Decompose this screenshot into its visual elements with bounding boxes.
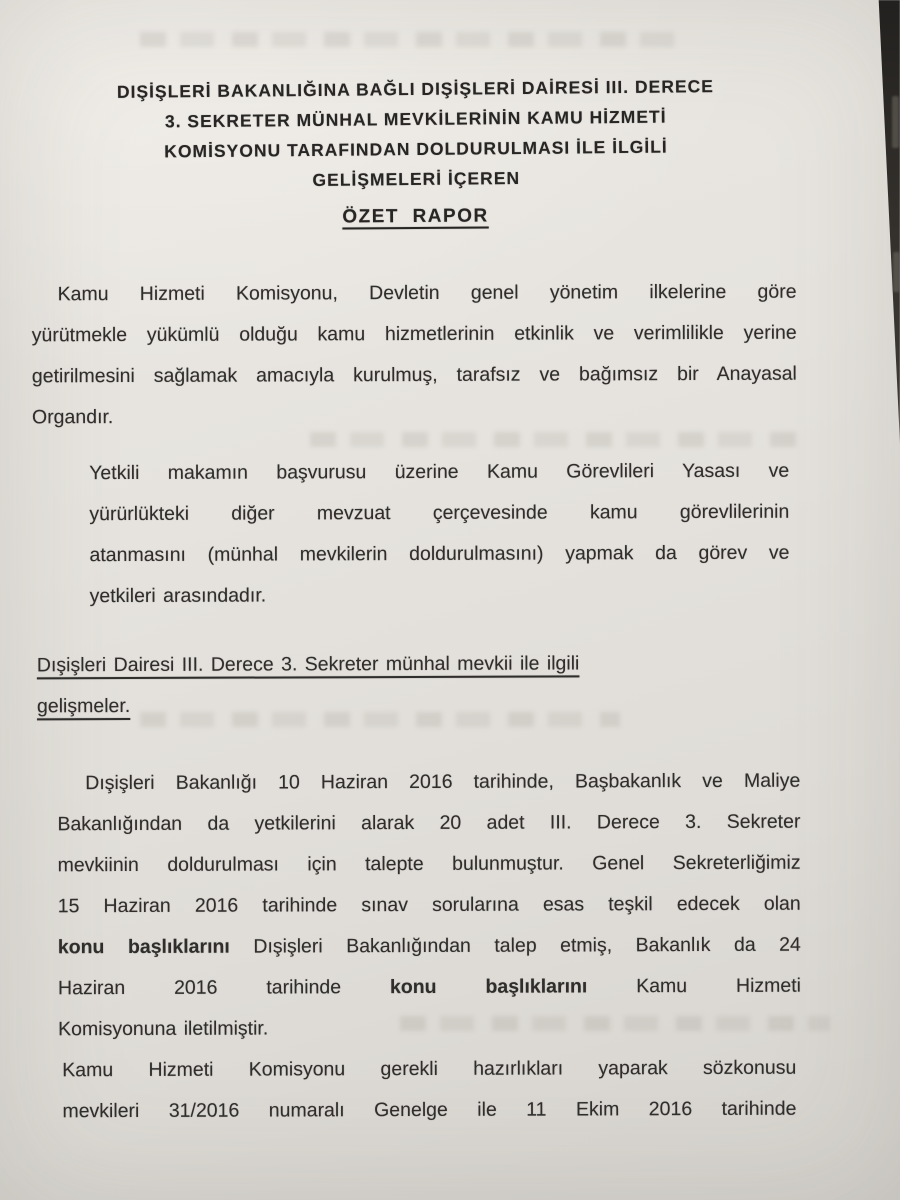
text-line: yürütmekle yükümlü olduğu kamu hizmetlerinin etkinlik ve verimlilikle yerine: [31, 321, 797, 347]
text-line: Kamu Hizmeti Komisyonu gerekli hazırlıkları yaparak sözkonusu: [62, 1056, 797, 1082]
section-heading: [37, 643, 798, 728]
text-line: yürürlükteki diğer mevzuat çerçevesinde kamu görevlilerinin: [89, 500, 790, 526]
report-subtitle-row: [33, 203, 798, 230]
paper-edge-highlight: [893, 252, 900, 292]
document-body: [32, 272, 800, 1133]
bold-text-segment: konu başlıklarını: [57, 935, 230, 959]
bold-text-segment: konu başlıklarını: [389, 975, 588, 999]
text-line: 15 Haziran 2016 tarihinde sınav sorularına esas teşkil edecek olan: [57, 892, 801, 918]
report-subtitle: ÖZET RAPOR: [342, 205, 489, 228]
text-line: getirilmesini sağlamak amacıyla kurulmuş, tarafsız ve bağımsız bir Anayasal: [31, 362, 797, 388]
paragraph-commission-intro: [32, 272, 798, 439]
paragraph-commission-duties: [89, 451, 790, 617]
title-line: GELİŞMELERİ İÇEREN: [312, 168, 521, 190]
text-line: Organdır.: [31, 406, 114, 429]
document-title: [32, 0, 799, 198]
text-line: atanmasını (münhal mevkilerin doldurulmasını) yapmak da görev ve: [89, 541, 790, 567]
photo-background-edge: [874, 0, 900, 472]
text-segment: Dışişleri Bakanlığından talep etmiş, Bakanlık da 24: [253, 933, 801, 958]
title-line: DIŞİŞLERİ BAKANLIĞINA BAĞLI DIŞİŞLERİ DAİRESİ III. DERECE: [116, 76, 714, 102]
text-segment: Kamu Hizmeti: [636, 974, 802, 998]
text-line: [58, 925, 801, 969]
text-line: Kamu Hizmeti Komisyonu, Devletin genel yönetim ilkelerine göre: [57, 280, 797, 306]
title-line: KOMİSYONU TARAFINDAN DOLDURULMASI İLE İLGİLİ: [164, 136, 668, 162]
title-line: 3. SEKRETER MÜNHAL MEVKİLERİNİN KAMU HİZMETİ: [164, 106, 667, 132]
document-content: [31, 0, 802, 1131]
text-line: Bakanlığından da yetkilerini alarak 20 adet III. Derece 3. Sekreter: [57, 810, 801, 836]
heading-line: Dışişleri Dairesi III. Derece 3. Sekreter münhal mevkii ile ilgili: [36, 652, 580, 677]
text-segment: Haziran 2016 tarihinde: [57, 976, 342, 1000]
text-line: Yetkili makamın başvurusu üzerine Kamu Görevlileri Yasası ve: [89, 459, 790, 485]
text-line: mevkiinin doldurulması için talepte bulunmuştur. Genel Sekreterliğimiz: [57, 851, 801, 877]
text-line: Komisyonuna iletilmiştir.: [58, 1017, 269, 1041]
paper-edge-highlight: [892, 96, 899, 148]
text-line: yetkileri arasındadır.: [89, 584, 267, 608]
text-line: Dışişleri Bakanlığı 10 Haziran 2016 tarihinde, Başbakanlık ve Maliye: [85, 769, 801, 795]
heading-line: gelişmeler.: [36, 694, 131, 718]
text-line: mevkileri 31/2016 numaralı Genelge ile 11 Ekim 2016 tarihinde: [62, 1097, 797, 1123]
paragraph-circular: [62, 1048, 796, 1133]
text-line: [58, 966, 801, 1010]
paragraph-developments: [57, 761, 801, 1051]
